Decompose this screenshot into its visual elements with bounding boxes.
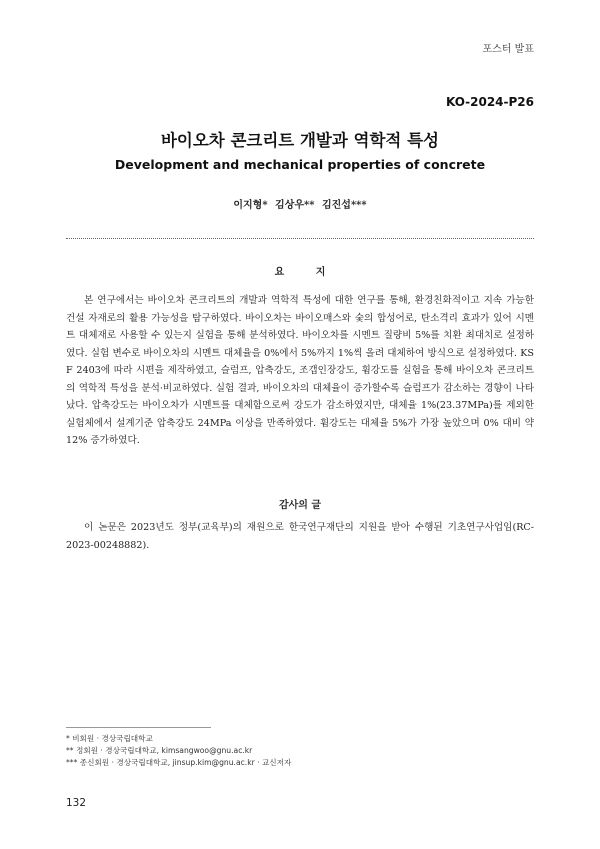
acknowledgment-body: 이 논문은 2023년도 정부(교육부)의 재원으로 한국연구재단의 지원을 받아 수행된 기초연구사업임(RC-2023-00248882). [66,522,534,551]
authors: 이지형* 김상우** 김진섭*** [233,200,367,211]
abstract-body: 본 연구에서는 바이오차 콘크리트의 개발과 역학적 특성에 대한 연구를 통해, 환경친화적이고 지속 가능한 건설 자재로의 활용 가능성을 탐구하였다. 바이오차는 바이오매스와 숯의 합성어로, 탄소격리 효과가 있어 시멘트 대체재로 사용할 수 있는지 실험을 통해 분석하였다. 바이오차를 시멘트 질량비 5%를 치환 최대치로 설정하였다. 실험 변수로 바이오차의 시멘트 대체율을 0%에서 5%까지 1%씩 올려 대체하여 방식으로 설정하였다. KS F 2403에 따라 시편을 제작하였고, 슬럼프, 압축강도, 조갭인장강도, 휨강도를 실험을 통해 바이오차 콘크리트의 역학적 특성을 분석·비교하였다. 실험 결과, 바이오차의 대체율이 증가할수록 슬럼프가 감소하는 경향이 나타났다. 압축강도는 바이오차가 시멘트를 대체함으로써 강도가 감소하였지만, 대체율 1%(23.37MPa)를 제외한 실험체에서 설계기준 압축강도 24MPa 이상을 만족하였다. 휨강도는 대체율 5%가 가장 높았으며 0% 대비 약 12% 증가하였다. [66,295,534,446]
footnote-rule [66,727,211,728]
acknowledgment-heading: 감사의 글 [278,500,322,511]
footnote-2: ** 정회원 · 경상국립대학교, kimsangwoo@gnu.ac.kr [66,746,253,755]
page-number: 132 [66,797,87,809]
footnote-1: * 비회원 · 경상국립대학교 [66,734,153,743]
abstract-heading: 요 지 [274,267,340,278]
section-label: 포스터 발표 [482,44,534,55]
title-english: Development and mechanical properties of concrete [114,157,486,172]
footnote-3: *** 종신회원 · 경상국립대학교, jinsup.kim@gnu.ac.kr · 교신저자 [66,758,292,767]
paper-code: KO-2024-P26 [445,95,534,109]
title-korean: 바이오차 콘크리트 개발과 역학적 특성 [160,131,439,150]
dotted-divider [66,238,534,239]
